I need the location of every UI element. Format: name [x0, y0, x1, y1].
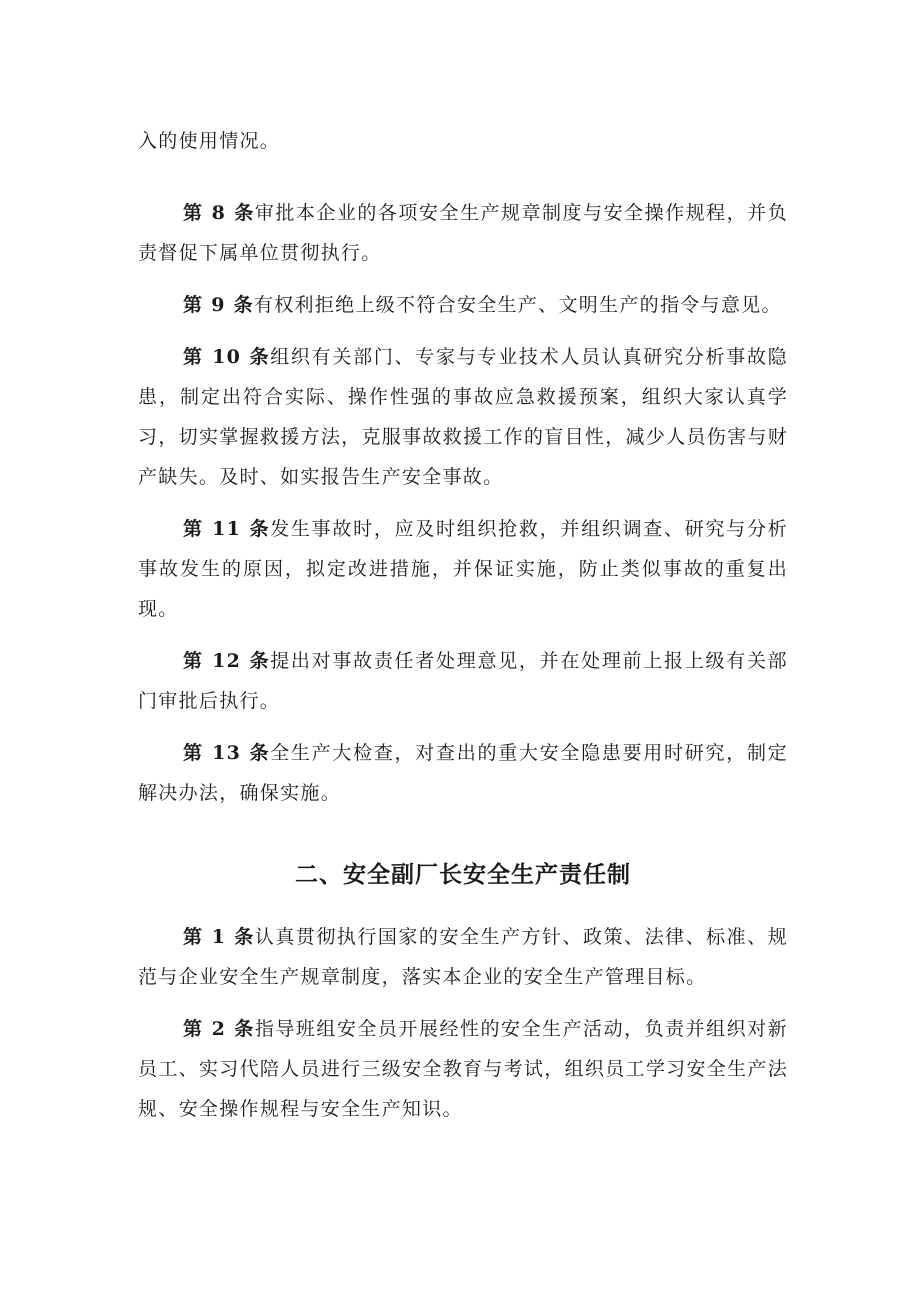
article-8 — [138, 193, 788, 273]
article-text: 组织有关部门、专家与专业技术人员认真研究分析事故隐患，制定出符合实际、操作性强的事故应急救援预案，组织大家认真学习，切实掌握救援方法，克服事故救援工作的盲目性，减少人员伤害与财产缺失。及时、如实报告生产安全事故。 — [138, 346, 788, 488]
article-13 — [138, 733, 788, 813]
article-text: 审批本企业的各项安全生产规章制度与安全操作规程，并负责督促下属单位贯彻执行。 — [138, 202, 788, 264]
article-text: 认真贯彻执行国家的安全生产方针、政策、法律、标准、规范与企业安全生产规章制度，落实本企业的安全生产管理目标。 — [138, 926, 788, 988]
article-label: 第 1 条 — [183, 926, 255, 948]
article-label: 第 13 条 — [183, 742, 271, 764]
section-heading: 二、安全副厂长安全生产责任制 — [295, 862, 631, 888]
article-1 — [138, 917, 788, 997]
document-body — [138, 121, 788, 1129]
article-text: 提出对事故责任者处理意见，并在处理前上报上级有关部门审批后执行。 — [138, 650, 788, 712]
continuation-paragraph: 入的使用情况。 — [138, 130, 281, 152]
article-label: 第 9 条 — [183, 294, 254, 316]
article-label: 第 8 条 — [183, 202, 255, 224]
article-label: 第 12 条 — [183, 650, 271, 672]
article-label: 第 11 条 — [183, 518, 271, 540]
article-label: 第 10 条 — [183, 346, 271, 368]
article-12 — [138, 641, 788, 721]
article-2 — [138, 1009, 788, 1129]
article-text: 有权利拒绝上级不符合安全生产、文明生产的指令与意见。 — [253, 294, 782, 316]
article-text: 全生产大检查，对查出的重大安全隐患要用时研究，制定解决办法，确保实施。 — [138, 742, 788, 804]
article-10 — [138, 337, 788, 497]
article-label: 第 2 条 — [183, 1018, 255, 1040]
article-text: 发生事故时，应及时组织抢救，并组织调查、研究与分析事故发生的原因，拟定改进措施，并保证实施，防止类似事故的重复出现。 — [138, 518, 788, 620]
article-9 — [138, 285, 788, 325]
article-11 — [138, 509, 788, 629]
article-text: 指导班组安全员开展经性的安全生产活动，负责并组织对新员工、实习代陪人员进行三级安全教育与考试，组织员工学习安全生产法规、安全操作规程与安全生产知识。 — [138, 1018, 788, 1120]
